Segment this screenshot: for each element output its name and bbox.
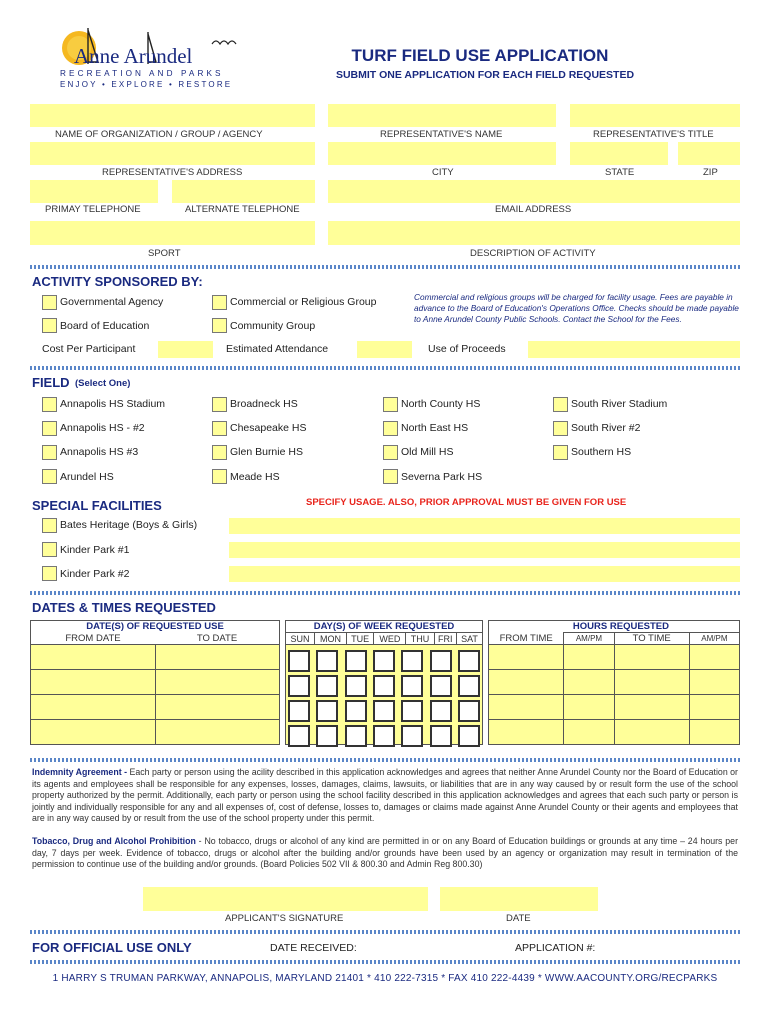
ampm-cell[interactable] xyxy=(689,645,739,670)
day-mon-checkbox[interactable] xyxy=(316,700,338,722)
ampm-cell[interactable] xyxy=(689,695,739,720)
from-time-cell[interactable] xyxy=(489,695,564,720)
day-mon-header: MON xyxy=(315,633,347,645)
primary-phone-field[interactable] xyxy=(30,180,158,203)
to-time-cell[interactable] xyxy=(614,670,689,695)
email-label: EMAIL ADDRESS xyxy=(495,204,572,215)
signature-date-label: DATE xyxy=(506,913,531,924)
ampm-cell[interactable] xyxy=(564,720,614,745)
field-option-label: Meade HS xyxy=(230,471,280,483)
signature-field[interactable] xyxy=(143,887,428,911)
field-option-label: Old Mill HS xyxy=(401,446,454,458)
field-option-label: Annapolis HS #3 xyxy=(60,446,139,458)
special-facility-label: Kinder Park #2 xyxy=(60,568,130,580)
field-heading: FIELD xyxy=(32,375,70,390)
field-checkbox[interactable] xyxy=(212,397,227,412)
day-sat-header: SAT xyxy=(457,633,483,645)
zip-label: ZIP xyxy=(703,167,718,178)
governmental-agency-label: Governmental Agency xyxy=(60,296,164,308)
rep-title-label: REPRESENTATIVE'S TITLE xyxy=(593,129,714,140)
tobacco-text: - No tobacco, drugs or alcohol of any kind are permitted in or on any Board of Education buildings or grounds at any time – 24 hours per day, 7 days per week. Evidence of tobacco, drugs or alcohol after the building and/or grounds have been used by an agency or organization may result in termination of the permission to continue use of the building and/or grounds. (Board Policies 502 VII & 800.30 and Admin Reg 800.30) xyxy=(32,836,738,869)
day-tue-checkbox[interactable] xyxy=(345,675,367,697)
field-option-label: South River #2 xyxy=(571,422,641,434)
commercial-religious-checkbox[interactable] xyxy=(212,295,227,310)
to-date-cell[interactable] xyxy=(155,695,279,720)
day-thu-checkbox[interactable] xyxy=(401,725,423,747)
field-option-label: South River Stadium xyxy=(571,398,668,410)
special-facility-usage-field[interactable] xyxy=(229,518,740,534)
to-time-cell[interactable] xyxy=(614,645,689,670)
to-date-header: TO DATE xyxy=(155,633,279,645)
indemnity-text: Each party or person using the acility described in this application acknowledges and agrees that neither Anne Arundel County nor the Board of Education or its agents and employees shall be responsible for any expenses, losses, damages, claims, lawsuits, or liabilities that are in any way caused by or result form the use of the school property authorized by the permit. Additionally, each party or person using the school facility described in this application acknowledges and agrees that each such party or person is jointly and individually responsible for any and all expenses of, cost of defense, losses to, damages or claims made against Anne Arundel County or their agents and employees that are in any way caused by or result from the use of the school property under this permit. xyxy=(32,767,738,823)
field-checkbox[interactable] xyxy=(212,421,227,436)
day-wed-checkbox[interactable] xyxy=(373,675,395,697)
day-mon-checkbox[interactable] xyxy=(316,675,338,697)
to-time-cell[interactable] xyxy=(614,720,689,745)
commercial-religious-label: Commercial or Religious Group xyxy=(230,296,377,308)
tobacco-title: Tobacco, Drug and Alcohol Prohibition xyxy=(32,836,196,846)
org-label: NAME OF ORGANIZATION / GROUP / AGENCY xyxy=(55,129,263,140)
day-fri-checkbox[interactable] xyxy=(430,700,452,722)
divider xyxy=(30,265,740,269)
special-facility-usage-field[interactable] xyxy=(229,566,740,582)
to-date-cell[interactable] xyxy=(155,670,279,695)
primary-phone-label: PRIMAY TELEPHONE xyxy=(45,204,141,215)
footer-address: 1 HARRY S TRUMAN PARKWAY, ANNAPOLIS, MARYLAND 21401 * 410 222-7315 * FAX 410 222-4439 * WWW.AACOUNTY.ORG/RECPARKS xyxy=(52,973,718,984)
ampm-header: AM/PM xyxy=(689,633,739,645)
divider xyxy=(30,758,740,762)
application-number-label: APPLICATION #: xyxy=(515,942,596,954)
from-date-cell[interactable] xyxy=(31,670,156,695)
day-sat-checkbox[interactable] xyxy=(458,725,480,747)
indemnity-paragraph xyxy=(32,767,738,825)
page-subtitle: SUBMIT ONE APPLICATION FOR EACH FIELD REQUESTED xyxy=(335,69,635,81)
field-checkbox[interactable] xyxy=(42,421,57,436)
alt-phone-field[interactable] xyxy=(172,180,315,203)
day-sat-checkbox[interactable] xyxy=(458,700,480,722)
board-of-education-label: Board of Education xyxy=(60,320,150,332)
rep-title-field[interactable] xyxy=(570,104,740,127)
signature-label: APPLICANT'S SIGNATURE xyxy=(225,913,344,924)
logo-name: Anne Arundel xyxy=(74,44,193,68)
field-option-label: Annapolis HS Stadium xyxy=(60,398,166,410)
rep-name-field[interactable] xyxy=(328,104,556,127)
field-checkbox[interactable] xyxy=(383,469,398,484)
to-time-header: TO TIME xyxy=(614,633,689,645)
field-checkbox[interactable] xyxy=(42,397,57,412)
field-option-label: Glen Burnie HS xyxy=(230,446,303,458)
from-time-cell[interactable] xyxy=(489,670,564,695)
sport-label: SPORT xyxy=(148,248,181,259)
special-facilities-heading: SPECIAL FACILITIES xyxy=(32,498,162,513)
page-title: TURF FIELD USE APPLICATION xyxy=(351,46,609,65)
email-field[interactable] xyxy=(328,180,740,203)
day-wed-header: WED xyxy=(374,633,406,645)
use-of-proceeds-label: Use of Proceeds xyxy=(428,343,506,355)
day-wed-checkbox[interactable] xyxy=(373,725,395,747)
to-date-cell[interactable] xyxy=(155,645,279,670)
ampm-cell[interactable] xyxy=(689,670,739,695)
day-sun-checkbox[interactable] xyxy=(288,700,310,722)
special-facility-checkbox[interactable] xyxy=(42,566,57,581)
day-tue-checkbox[interactable] xyxy=(345,700,367,722)
divider xyxy=(30,366,740,370)
cost-per-participant-field[interactable] xyxy=(158,341,213,358)
field-checkbox[interactable] xyxy=(553,397,568,412)
rep-address-field[interactable] xyxy=(30,142,315,165)
to-date-cell[interactable] xyxy=(155,720,279,745)
field-checkbox[interactable] xyxy=(212,445,227,460)
state-label: STATE xyxy=(605,167,635,178)
day-sun-checkbox[interactable] xyxy=(288,725,310,747)
from-date-cell[interactable] xyxy=(31,695,156,720)
field-select-note: (Select One) xyxy=(75,378,131,389)
special-facility-checkbox[interactable] xyxy=(42,518,57,533)
field-checkbox[interactable] xyxy=(212,469,227,484)
ampm-cell[interactable] xyxy=(689,720,739,745)
day-tue-header: TUE xyxy=(346,633,374,645)
day-mon-checkbox[interactable] xyxy=(316,725,338,747)
day-fri-checkbox[interactable] xyxy=(430,650,452,672)
field-option-label: Southern HS xyxy=(571,446,632,458)
day-sat-checkbox[interactable] xyxy=(458,650,480,672)
day-fri-header: FRI xyxy=(434,633,456,645)
board-of-education-checkbox[interactable] xyxy=(42,318,57,333)
field-checkbox[interactable] xyxy=(553,421,568,436)
field-option-label: North County HS xyxy=(401,398,481,410)
field-option-label: Annapolis HS - #2 xyxy=(60,422,145,434)
to-time-cell[interactable] xyxy=(614,695,689,720)
field-option-label: Broadneck HS xyxy=(230,398,298,410)
from-date-header: FROM DATE xyxy=(31,633,156,645)
field-option-label: Arundel HS xyxy=(60,471,114,483)
field-checkbox[interactable] xyxy=(553,445,568,460)
ampm-header: AM/PM xyxy=(564,633,614,645)
city-field[interactable] xyxy=(328,142,556,165)
sport-field[interactable] xyxy=(30,221,315,245)
day-thu-header: THU xyxy=(406,633,434,645)
special-facility-label: Bates Heritage (Boys & Girls) xyxy=(60,519,198,531)
day-wed-checkbox[interactable] xyxy=(373,700,395,722)
logo xyxy=(52,24,252,90)
field-checkbox[interactable] xyxy=(383,421,398,436)
ampm-cell[interactable] xyxy=(564,645,614,670)
signature-date-field[interactable] xyxy=(440,887,598,911)
state-field[interactable] xyxy=(570,142,668,165)
community-group-checkbox[interactable] xyxy=(212,318,227,333)
city-label: CITY xyxy=(432,167,454,178)
from-time-cell[interactable] xyxy=(489,720,564,745)
day-mon-checkbox[interactable] xyxy=(316,650,338,672)
field-checkbox[interactable] xyxy=(383,397,398,412)
ampm-cell[interactable] xyxy=(564,695,614,720)
rep-name-label: REPRESENTATIVE'S NAME xyxy=(380,129,503,140)
from-time-header: FROM TIME xyxy=(489,633,564,645)
ampm-cell[interactable] xyxy=(564,670,614,695)
day-sun-checkbox[interactable] xyxy=(288,650,310,672)
special-facility-checkbox[interactable] xyxy=(42,542,57,557)
day-sun-header: SUN xyxy=(286,633,315,645)
dates-table xyxy=(30,620,280,745)
divider xyxy=(30,930,740,934)
activity-heading: ACTIVITY SPONSORED BY: xyxy=(32,274,203,289)
description-label: DESCRIPTION OF ACTIVITY xyxy=(470,248,596,259)
day-sat-checkbox[interactable] xyxy=(458,675,480,697)
fees-note: Commercial and religious groups will be charged for facility usage. Fees are payable in advance to the Board of Education's Operations Office. Checks should be made payable to Anne Arundel County Public Schools. Contact the School for the Fees. xyxy=(414,292,739,324)
day-thu-checkbox[interactable] xyxy=(401,650,423,672)
community-group-label: Community Group xyxy=(230,320,316,332)
estimated-attendance-field[interactable] xyxy=(357,341,412,358)
from-time-cell[interactable] xyxy=(489,645,564,670)
estimated-attendance-label: Estimated Attendance xyxy=(226,343,329,355)
divider xyxy=(30,960,740,964)
field-checkbox[interactable] xyxy=(42,469,57,484)
days-header: DAY(S) OF WEEK REQUESTED xyxy=(286,621,483,633)
dates-header: DATE(S) OF REQUESTED USE xyxy=(31,621,280,633)
use-of-proceeds-field[interactable] xyxy=(528,341,740,358)
day-thu-checkbox[interactable] xyxy=(401,675,423,697)
day-fri-checkbox[interactable] xyxy=(430,675,452,697)
from-date-cell[interactable] xyxy=(31,645,156,670)
dates-heading: DATES & TIMES REQUESTED xyxy=(32,600,216,615)
special-facility-label: Kinder Park #1 xyxy=(60,544,130,556)
field-option-label: Severna Park HS xyxy=(401,471,483,483)
cost-per-participant-label: Cost Per Participant xyxy=(42,343,136,355)
from-date-cell[interactable] xyxy=(31,720,156,745)
date-received-label: DATE RECEIVED: xyxy=(270,942,357,954)
logo-subtitle: RECREATION AND PARKS xyxy=(60,69,224,78)
official-use-heading: FOR OFFICIAL USE ONLY xyxy=(32,940,192,955)
logo-tagline: ENJOY • EXPLORE • RESTORE xyxy=(60,80,233,89)
description-field[interactable] xyxy=(328,221,740,245)
day-fri-checkbox[interactable] xyxy=(430,725,452,747)
day-thu-checkbox[interactable] xyxy=(401,700,423,722)
day-tue-checkbox[interactable] xyxy=(345,650,367,672)
day-tue-checkbox[interactable] xyxy=(345,725,367,747)
rep-address-label: REPRESENTATIVE'S ADDRESS xyxy=(102,167,243,178)
indemnity-title: Indemnity Agreement - xyxy=(32,767,128,777)
zip-field[interactable] xyxy=(678,142,740,165)
tobacco-paragraph xyxy=(32,836,738,871)
day-sun-checkbox[interactable] xyxy=(288,675,310,697)
field-option-label: Chesapeake HS xyxy=(230,422,307,434)
org-field[interactable] xyxy=(30,104,315,127)
hours-header: HOURS REQUESTED xyxy=(489,621,740,633)
special-facilities-warning: SPECIFY USAGE. ALSO, PRIOR APPROVAL MUST BE GIVEN FOR USE xyxy=(306,497,627,508)
field-option-label: North East HS xyxy=(401,422,469,434)
divider xyxy=(30,591,740,595)
alt-phone-label: ALTERNATE TELEPHONE xyxy=(185,204,300,215)
governmental-agency-checkbox[interactable] xyxy=(42,295,57,310)
special-facility-usage-field[interactable] xyxy=(229,542,740,558)
hours-table xyxy=(488,620,740,745)
field-checkbox[interactable] xyxy=(383,445,398,460)
field-checkbox[interactable] xyxy=(42,445,57,460)
day-wed-checkbox[interactable] xyxy=(373,650,395,672)
